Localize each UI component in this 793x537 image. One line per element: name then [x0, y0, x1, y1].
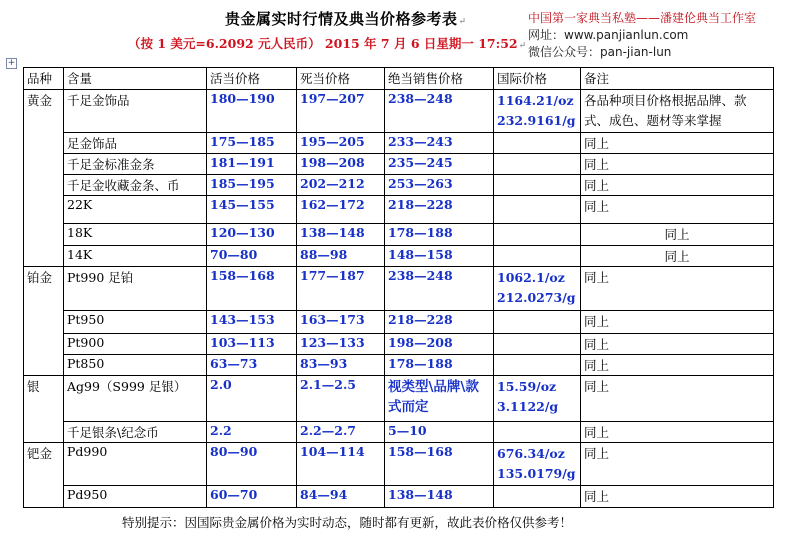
forfeit-price-cell: 202—212: [297, 175, 385, 196]
pawn-price-cell: 103—113: [207, 334, 297, 355]
note-cell: 同上: [581, 422, 774, 443]
sale-price-cell: 253—263: [385, 175, 494, 196]
table-row: [24, 133, 774, 154]
intl-price-cell: [494, 355, 581, 376]
purity-cell: Pt950: [64, 311, 207, 334]
table-row: [24, 246, 774, 267]
sale-price-cell: 158—168: [385, 443, 494, 486]
table-row: [24, 90, 774, 133]
intl-price-cell: [494, 224, 581, 246]
pawn-price-cell: 2.2: [207, 422, 297, 443]
table-move-handle-icon[interactable]: +: [7, 58, 16, 68]
pawn-price-cell: 143—153: [207, 311, 297, 334]
intl-price-cell: [494, 246, 581, 267]
purity-cell: 千足银条\纪念币: [64, 422, 207, 443]
intl-price-cell: 1062.1/oz 212.0273/g: [494, 267, 581, 311]
purity-cell: 14K: [64, 246, 207, 267]
table-row: [24, 376, 774, 422]
intl-price-cell: 15.59/oz 3.1122/g: [494, 376, 581, 422]
intl-price-cell: [494, 486, 581, 508]
sale-price-cell: 235—245: [385, 154, 494, 175]
intl-price-cell: [494, 422, 581, 443]
exchange-rate-subtitle: （按 1 美元=6.2092 元人民币） 2015 年 7 月 6 日星期一 17:52↵: [128, 36, 527, 51]
forfeit-price-cell: 197—207: [297, 90, 385, 133]
sale-price-cell: 198—208: [385, 334, 494, 355]
note-cell: 同上: [581, 133, 774, 154]
pawn-price-cell: 175—185: [207, 133, 297, 154]
forfeit-price-cell: 162—172: [297, 196, 385, 224]
forfeit-price-cell: 83—93: [297, 355, 385, 376]
sale-price-cell: 238—248: [385, 90, 494, 133]
intl-price-cell: [494, 133, 581, 154]
studio-wechat: 微信公众号：pan-jian-lun: [528, 45, 672, 59]
studio-name: 中国第一家典当私塾——潘建伦典当工作室: [528, 11, 757, 25]
purity-cell: Pd950: [64, 486, 207, 508]
header-variety: 品种: [24, 68, 64, 90]
purity-cell: Ag99（S999 足银）: [64, 376, 207, 422]
studio-website[interactable]: 网址：www.panjianlun.com: [528, 28, 689, 42]
sale-price-cell: 视类型\品牌\款式而定: [385, 376, 494, 422]
header-note: 备注: [581, 68, 774, 90]
table-header-row: [24, 68, 774, 90]
purity-cell: Pt990 足铂: [64, 267, 207, 311]
purity-cell: 22K: [64, 196, 207, 224]
price-table: [23, 67, 774, 508]
sale-price-cell: 233—243: [385, 133, 494, 154]
purity-cell: Pd990: [64, 443, 207, 486]
note-cell: 同上: [581, 311, 774, 334]
note-cell: 同上: [581, 334, 774, 355]
sale-price-cell: 148—158: [385, 246, 494, 267]
forfeit-price-cell: 138—148: [297, 224, 385, 246]
forfeit-price-cell: 177—187: [297, 267, 385, 311]
table-row: [24, 224, 774, 246]
group-gold: 黄金: [24, 90, 64, 267]
sale-price-cell: 138—148: [385, 486, 494, 508]
table-row: [24, 355, 774, 376]
sale-price-cell: 238—248: [385, 267, 494, 311]
table-row: [24, 422, 774, 443]
forfeit-price-cell: 104—114: [297, 443, 385, 486]
intl-price-cell: 1164.21/oz 232.9161/g: [494, 90, 581, 133]
intl-price-cell: [494, 196, 581, 224]
header-purity: 含量: [64, 68, 207, 90]
note-cell: 同上: [581, 355, 774, 376]
note-cell: 同上: [581, 224, 774, 246]
purity-cell: Pt850: [64, 355, 207, 376]
forfeit-price-cell: 198—208: [297, 154, 385, 175]
note-cell: 各品种项目价格根据品牌、款式、成色、题材等来掌握: [581, 90, 774, 133]
group-silver: 银: [24, 376, 64, 443]
forfeit-price-cell: 88—98: [297, 246, 385, 267]
forfeit-price-cell: 84—94: [297, 486, 385, 508]
note-cell: 同上: [581, 154, 774, 175]
note-cell: 同上: [581, 175, 774, 196]
purity-cell: 18K: [64, 224, 207, 246]
note-cell: 同上: [581, 376, 774, 422]
intl-price-cell: [494, 334, 581, 355]
purity-cell: 千足金标准金条: [64, 154, 207, 175]
table-row: [24, 154, 774, 175]
table-row: [24, 486, 774, 508]
pawn-price-cell: 120—130: [207, 224, 297, 246]
purity-cell: 足金饰品: [64, 133, 207, 154]
pawn-price-cell: 145—155: [207, 196, 297, 224]
table-row: [24, 443, 774, 486]
purity-cell: 千足金饰品: [64, 90, 207, 133]
table-row: [24, 267, 774, 311]
purity-cell: Pt900: [64, 334, 207, 355]
intl-price-cell: 676.34/oz 135.0179/g: [494, 443, 581, 486]
note-cell: 同上: [581, 246, 774, 267]
sale-price-cell: 5—10: [385, 422, 494, 443]
table-row: [24, 311, 774, 334]
note-cell: 同上: [581, 196, 774, 224]
intl-price-cell: [494, 154, 581, 175]
disclaimer-note: 特别提示：因国际贵金属价格为实时动态，随时都有更新，故此表价格仅供参考！: [122, 515, 573, 530]
sale-price-cell: 218—228: [385, 311, 494, 334]
group-palladium: 钯金: [24, 443, 64, 508]
pawn-price-cell: 2.0: [207, 376, 297, 422]
studio-ad-block: [528, 10, 756, 61]
sale-price-cell: 178—188: [385, 355, 494, 376]
intl-price-cell: [494, 175, 581, 196]
pawn-price-cell: 80—90: [207, 443, 297, 486]
pawn-price-cell: 158—168: [207, 267, 297, 311]
note-cell: 同上: [581, 267, 774, 311]
sale-price-cell: 218—228: [385, 196, 494, 224]
group-platinum: 铂金: [24, 267, 64, 376]
pawn-price-cell: 60—70: [207, 486, 297, 508]
intl-price-cell: [494, 311, 581, 334]
note-cell: 同上: [581, 443, 774, 486]
page-title: 贵金属实时行情及典当价格参考表↵: [225, 10, 467, 28]
header-pawn-price: 活当价格: [207, 68, 297, 90]
pawn-price-cell: 70—80: [207, 246, 297, 267]
purity-cell: 千足金收藏金条、币: [64, 175, 207, 196]
pawn-price-cell: 180—190: [207, 90, 297, 133]
header-sale-price: 绝当销售价格: [385, 68, 494, 90]
forfeit-price-cell: 123—133: [297, 334, 385, 355]
forfeit-price-cell: 2.2—2.7: [297, 422, 385, 443]
forfeit-price-cell: 2.1—2.5: [297, 376, 385, 422]
pawn-price-cell: 185—195: [207, 175, 297, 196]
table-row: [24, 196, 774, 224]
table-row: [24, 175, 774, 196]
pawn-price-cell: 181—191: [207, 154, 297, 175]
pawn-price-cell: 63—73: [207, 355, 297, 376]
header-intl-price: 国际价格: [494, 68, 581, 90]
note-cell: 同上: [581, 486, 774, 508]
header-forfeit-price: 死当价格: [297, 68, 385, 90]
sale-price-cell: 178—188: [385, 224, 494, 246]
forfeit-price-cell: 195—205: [297, 133, 385, 154]
table-row: [24, 334, 774, 355]
forfeit-price-cell: 163—173: [297, 311, 385, 334]
